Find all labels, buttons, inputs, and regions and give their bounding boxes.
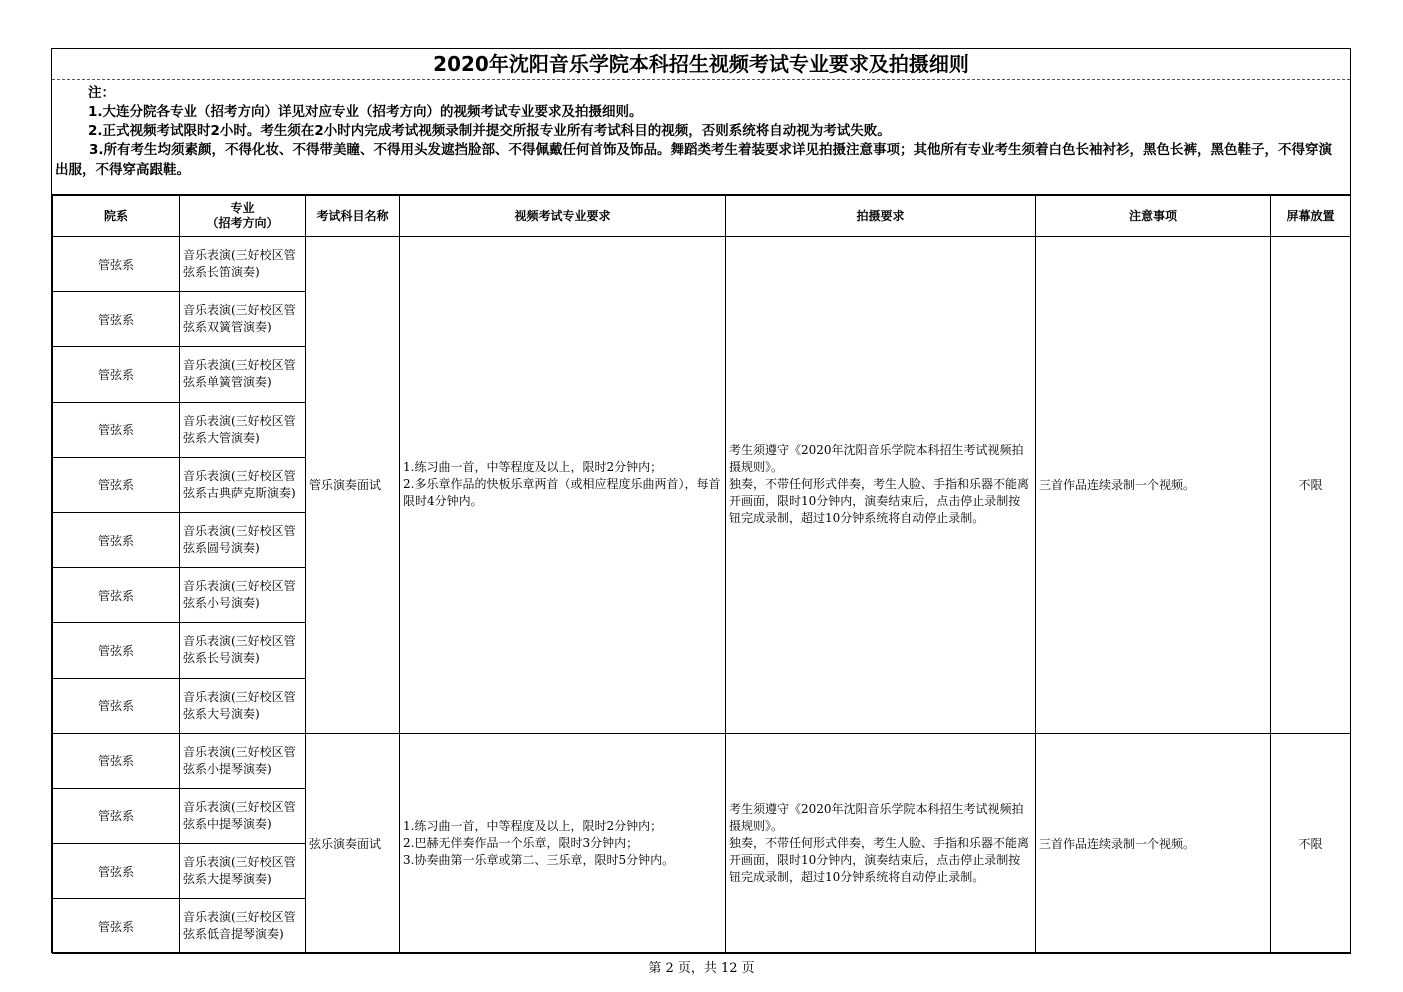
screen-cell: 不限 (1271, 733, 1351, 954)
dept-cell: 管弦系 (53, 512, 180, 567)
note-3: 3.所有考生均须素颜，不得化妆、不得带美瞳、不得用头发遮挡脸部、不得佩戴任何首饰及饰品。舞蹈类考生着装要求详见拍摄注意事项；其他所有专业考生须着白色长袖衬衫，黑色长裤，黑色鞋子，不得穿演出服，不得穿高跟鞋。 (55, 142, 1333, 178)
dept-cell: 管弦系 (53, 788, 180, 843)
subject-cell: 管乐演奏面试 (306, 237, 400, 734)
notice-cell: 三首作品连续录制一个视频。 (1036, 733, 1271, 954)
document-sheet (51, 48, 1351, 953)
requirements-table (52, 195, 1351, 954)
dept-cell: 管弦系 (53, 844, 180, 899)
note-1: 1.大连分院各专业（招考方向）详见对应专业（招考方向）的视频考试专业要求及拍摄细则。 (88, 104, 643, 120)
major-cell: 音乐表演(三好校区管弦系低音提琴演奏) (180, 899, 306, 954)
major-cell: 音乐表演(三好校区管弦系小提琴演奏) (180, 733, 306, 788)
major-cell: 音乐表演(三好校区管弦系长号演奏) (180, 623, 306, 678)
dept-cell: 管弦系 (53, 678, 180, 733)
major-cell: 音乐表演(三好校区管弦系圆号演奏) (180, 512, 306, 567)
subject-cell: 弦乐演奏面试 (306, 733, 400, 954)
header-shooting: 拍摄要求 (726, 196, 1036, 237)
notice-cell: 三首作品连续录制一个视频。 (1036, 237, 1271, 734)
major-cell: 音乐表演(三好校区管弦系大号演奏) (180, 678, 306, 733)
major-cell: 音乐表演(三好校区管弦系古典萨克斯演奏) (180, 457, 306, 512)
major-cell: 音乐表演(三好校区管弦系大提琴演奏) (180, 844, 306, 899)
dept-cell: 管弦系 (53, 402, 180, 457)
major-cell: 音乐表演(三好校区管弦系单簧管演奏) (180, 347, 306, 402)
dept-cell: 管弦系 (53, 237, 180, 292)
requirements-cell: 1.练习曲一首，中等程度及以上，限时2分钟内； 2.多乐章作品的快板乐章两首（或相应程度乐曲两首），每首限时4分钟内。 (400, 237, 726, 734)
dept-cell: 管弦系 (53, 347, 180, 402)
header-dept: 院系 (53, 196, 180, 237)
screen-cell: 不限 (1271, 237, 1351, 734)
notes-heading: 注： (88, 85, 115, 101)
header-notice: 注意事项 (1036, 196, 1271, 237)
dept-cell: 管弦系 (53, 292, 180, 347)
major-cell: 音乐表演(三好校区管弦系小号演奏) (180, 568, 306, 623)
page-footer: 第 2 页，共 12 页 (648, 961, 755, 976)
page-title: 2020年沈阳音乐学院本科招生视频考试专业要求及拍摄细则 (52, 49, 1350, 80)
header-subject: 考试科目名称 (306, 196, 400, 237)
major-cell: 音乐表演(三好校区管弦系双簧管演奏) (180, 292, 306, 347)
shooting-cell: 考生须遵守《2020年沈阳音乐学院本科招生考试视频拍摄规则》。 独奏，不带任何形式伴奏，考生人脸、手指和乐器不能离开画面，限时10分钟内，演奏结束后，点击停止录制按钮完成录制，超过10分钟系统将自动停止录制。 (726, 237, 1036, 734)
header-major: 专业 （招考方向） (180, 196, 306, 237)
header-requirements: 视频考试专业要求 (400, 196, 726, 237)
dept-cell: 管弦系 (53, 733, 180, 788)
major-cell: 音乐表演(三好校区管弦系长笛演奏) (180, 237, 306, 292)
dept-cell: 管弦系 (53, 568, 180, 623)
dept-cell: 管弦系 (53, 623, 180, 678)
shooting-cell: 考生须遵守《2020年沈阳音乐学院本科招生考试视频拍摄规则》。 独奏，不带任何形式伴奏，考生人脸、手指和乐器不能离开画面，限时10分钟内，演奏结束后，点击停止录制按钮完成录制，超过10分钟系统将自动停止录制。 (726, 733, 1036, 954)
table-row (53, 237, 1351, 292)
table-header-row (53, 196, 1351, 237)
table-row (53, 733, 1351, 788)
header-screen: 屏幕放置 (1271, 196, 1351, 237)
requirements-cell: 1.练习曲一首，中等程度及以上，限时2分钟内； 2.巴赫无伴奏作品一个乐章，限时3分钟内； 3.协奏曲第一乐章或第二、三乐章，限时5分钟内。 (400, 733, 726, 954)
major-cell: 音乐表演(三好校区管弦系中提琴演奏) (180, 788, 306, 843)
dept-cell: 管弦系 (53, 457, 180, 512)
notes-block (52, 80, 1350, 195)
note-2: 2.正式视频考试限时2小时。考生须在2小时内完成考试视频录制并提交所报专业所有考试科目的视频，否则系统将自动视为考试失败。 (88, 123, 891, 139)
major-cell: 音乐表演(三好校区管弦系大管演奏) (180, 402, 306, 457)
dept-cell: 管弦系 (53, 899, 180, 954)
